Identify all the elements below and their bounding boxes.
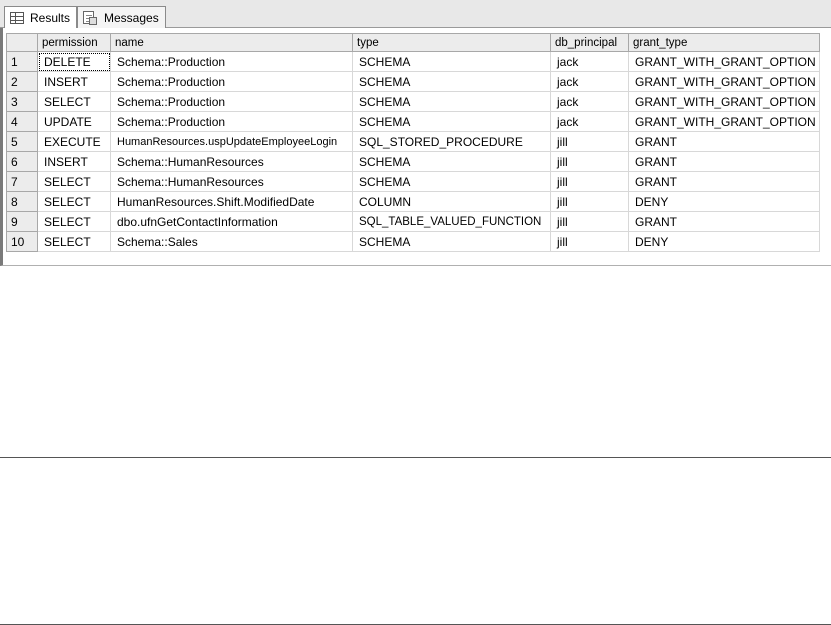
table-row[interactable] xyxy=(7,92,820,112)
cell-grant-type[interactable]: GRANT xyxy=(629,212,820,232)
cell-name[interactable]: HumanResources.uspUpdateEmployeeLogin xyxy=(111,132,353,152)
table-row[interactable] xyxy=(7,112,820,132)
table-row[interactable] xyxy=(7,52,820,72)
row-number[interactable]: 7 xyxy=(7,172,38,192)
cell-permission[interactable]: SELECT xyxy=(38,192,111,212)
table-row[interactable] xyxy=(7,192,820,212)
cell-db-principal[interactable]: jack xyxy=(551,72,629,92)
cell-name[interactable]: HumanResources.Shift.ModifiedDate xyxy=(111,192,353,212)
cell-permission[interactable]: SELECT xyxy=(38,232,111,252)
table-row[interactable] xyxy=(7,232,820,252)
cell-permission[interactable]: SELECT xyxy=(38,212,111,232)
row-number-header[interactable] xyxy=(7,34,38,52)
cell-grant-type[interactable]: GRANT_WITH_GRANT_OPTION xyxy=(629,72,820,92)
row-number[interactable]: 10 xyxy=(7,232,38,252)
table-row[interactable] xyxy=(7,72,820,92)
cell-grant-type[interactable]: GRANT_WITH_GRANT_OPTION xyxy=(629,52,820,72)
table-row[interactable] xyxy=(7,212,820,232)
cell-type[interactable]: SCHEMA xyxy=(353,112,551,132)
cell-type[interactable]: SQL_STORED_PROCEDURE xyxy=(353,132,551,152)
cell-type[interactable]: SCHEMA xyxy=(353,152,551,172)
cell-name[interactable]: Schema::Production xyxy=(111,52,353,72)
cell-grant-type[interactable]: DENY xyxy=(629,232,820,252)
grid-icon xyxy=(10,12,24,24)
table-row[interactable] xyxy=(7,152,820,172)
cell-db-principal[interactable]: jill xyxy=(551,212,629,232)
tab-messages-label: Messages xyxy=(104,10,159,25)
cell-grant-type[interactable]: GRANT xyxy=(629,132,820,152)
cell-db-principal[interactable]: jill xyxy=(551,172,629,192)
cell-name[interactable]: Schema::Sales xyxy=(111,232,353,252)
cell-permission[interactable]: UPDATE xyxy=(38,112,111,132)
cell-type[interactable]: SCHEMA xyxy=(353,92,551,112)
results-tab-bar xyxy=(0,0,831,28)
row-number[interactable]: 8 xyxy=(7,192,38,212)
cell-db-principal[interactable]: jill xyxy=(551,232,629,252)
row-number[interactable]: 2 xyxy=(7,72,38,92)
cell-name[interactable]: Schema::Production xyxy=(111,112,353,132)
results-table xyxy=(6,33,820,252)
table-row[interactable] xyxy=(7,132,820,152)
cell-db-principal[interactable]: jill xyxy=(551,192,629,212)
cell-name[interactable]: Schema::Production xyxy=(111,72,353,92)
row-number[interactable]: 6 xyxy=(7,152,38,172)
cell-type[interactable]: SCHEMA xyxy=(353,72,551,92)
column-header-permission[interactable]: permission xyxy=(38,34,111,52)
cell-db-principal[interactable]: jack xyxy=(551,112,629,132)
column-header-type[interactable]: type xyxy=(353,34,551,52)
cell-type[interactable]: SCHEMA xyxy=(353,232,551,252)
row-number[interactable]: 1 xyxy=(7,52,38,72)
cell-name[interactable]: dbo.ufnGetContactInformation xyxy=(111,212,353,232)
cell-grant-type[interactable]: GRANT xyxy=(629,152,820,172)
tab-results[interactable] xyxy=(4,6,77,29)
row-number[interactable]: 9 xyxy=(7,212,38,232)
cell-name[interactable]: Schema::HumanResources xyxy=(111,152,353,172)
table-row[interactable] xyxy=(7,172,820,192)
cell-permission[interactable]: INSERT xyxy=(38,72,111,92)
cell-permission[interactable]: SELECT xyxy=(38,92,111,112)
cell-db-principal[interactable]: jill xyxy=(551,132,629,152)
cell-permission[interactable]: DELETE xyxy=(38,52,111,72)
cell-type[interactable]: COLUMN xyxy=(353,192,551,212)
header-row xyxy=(7,34,820,52)
cell-grant-type[interactable]: GRANT xyxy=(629,172,820,192)
tab-results-label: Results xyxy=(30,11,71,25)
column-header-name[interactable]: name xyxy=(111,34,353,52)
cell-name[interactable]: Schema::HumanResources xyxy=(111,172,353,192)
row-number[interactable]: 3 xyxy=(7,92,38,112)
tab-messages[interactable] xyxy=(77,6,166,28)
column-header-grant-type[interactable]: grant_type xyxy=(629,34,820,52)
cell-permission[interactable]: SELECT xyxy=(38,172,111,192)
cell-db-principal[interactable]: jill xyxy=(551,152,629,172)
cell-grant-type[interactable]: GRANT_WITH_GRANT_OPTION xyxy=(629,92,820,112)
cell-name[interactable]: Schema::Production xyxy=(111,92,353,112)
divider-line xyxy=(0,457,831,458)
cell-db-principal[interactable]: jack xyxy=(551,52,629,72)
row-number[interactable]: 5 xyxy=(7,132,38,152)
cell-permission[interactable]: INSERT xyxy=(38,152,111,172)
messages-icon xyxy=(83,11,94,24)
cell-type[interactable]: SCHEMA xyxy=(353,172,551,192)
cell-type[interactable]: SCHEMA xyxy=(353,52,551,72)
cell-grant-type[interactable]: GRANT_WITH_GRANT_OPTION xyxy=(629,112,820,132)
cell-db-principal[interactable]: jack xyxy=(551,92,629,112)
column-header-db-principal[interactable]: db_principal xyxy=(551,34,629,52)
cell-permission[interactable]: EXECUTE xyxy=(38,132,111,152)
cell-grant-type[interactable]: DENY xyxy=(629,192,820,212)
results-grid[interactable] xyxy=(0,28,831,266)
row-number[interactable]: 4 xyxy=(7,112,38,132)
cell-type[interactable]: SQL_TABLE_VALUED_FUNCTION xyxy=(353,212,551,232)
